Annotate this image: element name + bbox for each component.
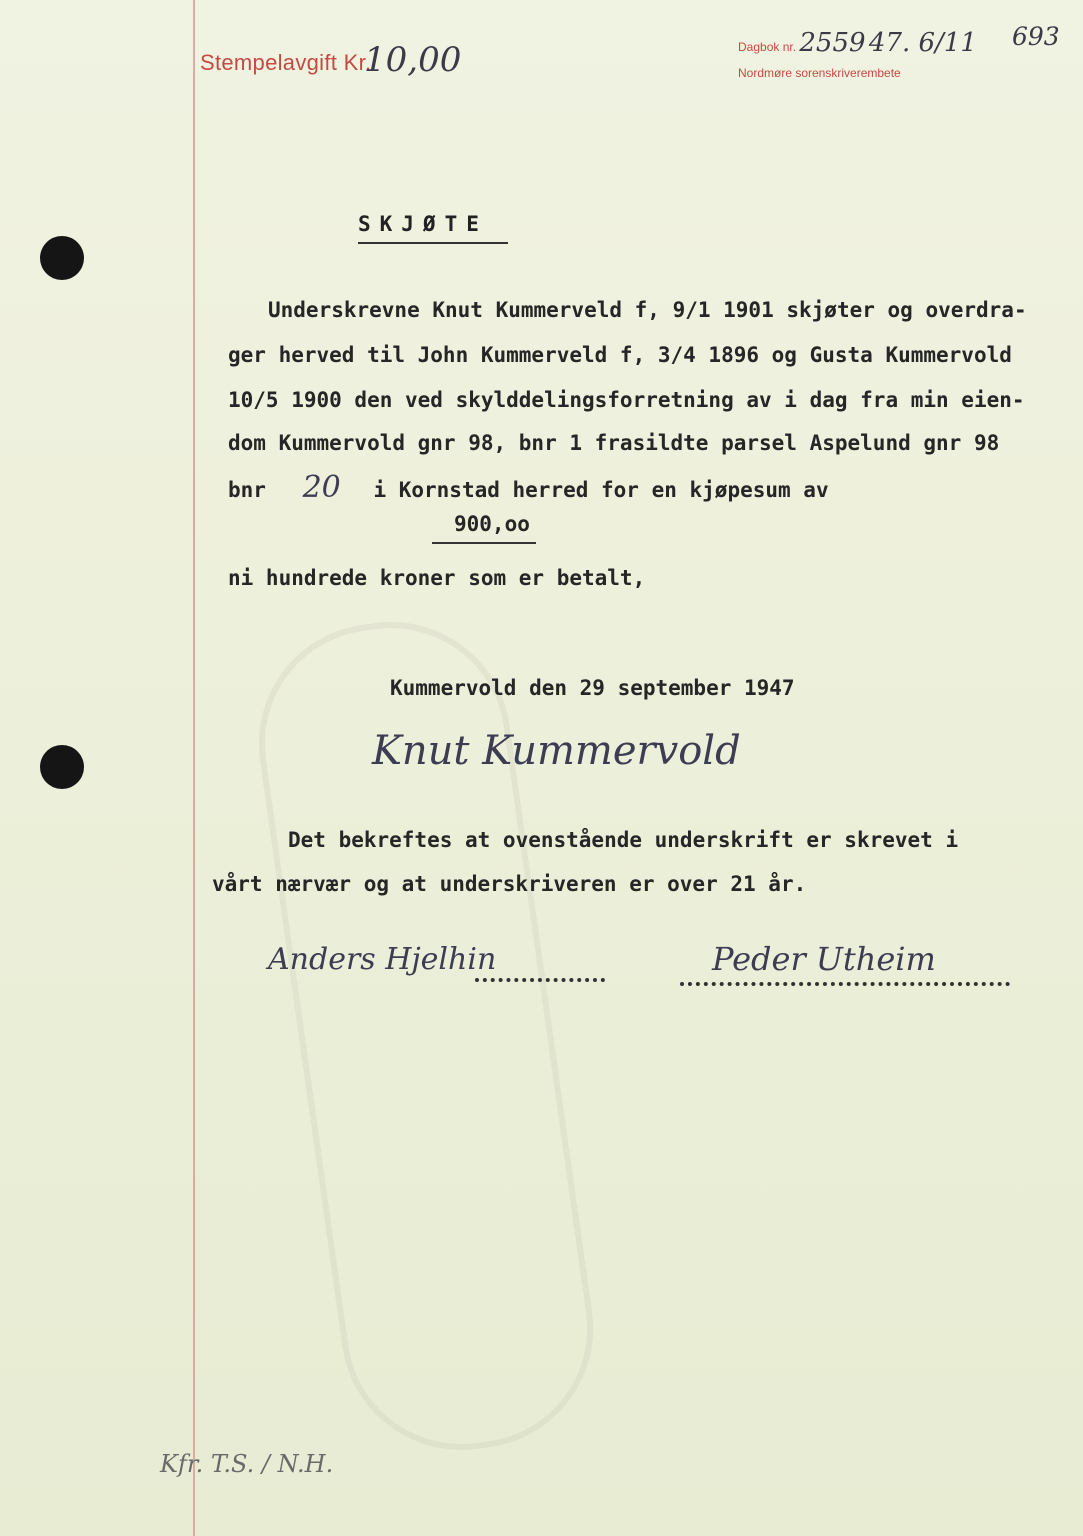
pencil-note: Kfr. T.S. / N.H.	[160, 1450, 334, 1478]
body-line-5-prefix: bnr	[228, 478, 266, 502]
body-line-3: 10/5 1900 den ved skylddelingsforretning av i dag fra min eien-	[228, 388, 1025, 412]
body-line-5	[228, 470, 829, 505]
body-line-2: ger herved til John Kummerveld f, 3/4 1896 og Gusta Kummervold	[228, 343, 1012, 367]
journal-number: 2559	[799, 28, 866, 58]
seller-signature: Knut Kummervold	[372, 728, 741, 774]
office-name: Nordmøre sorenskriverembete	[738, 66, 901, 80]
stamp-duty-value: 10,00	[364, 40, 462, 80]
journal-stamp	[738, 30, 977, 86]
document-title: SKJØTE	[358, 212, 508, 244]
attestation-line-2: vårt nærvær og at underskriveren er over 21 år.	[212, 872, 807, 896]
journal-prefix: Dagbok nr.	[738, 40, 797, 54]
body-line-1: Underskrevne Knut Kummerveld f, 9/1 1901 skjøter og overdra-	[268, 298, 1027, 322]
margin-line	[193, 0, 195, 1536]
witness-1-signature: Anders Hjelhin	[268, 942, 497, 977]
handwritten-plot-number: 20	[302, 470, 341, 505]
witness-2-signature: Peder Utheim	[712, 940, 936, 978]
body-line-5-suffix: i Kornstad herred for en kjøpesum av	[373, 478, 829, 502]
place-and-date: Kummervold den 29 september 1947	[390, 676, 795, 700]
attestation-line-1: Det bekreftes at ovenstående underskrift er skrevet i	[288, 828, 959, 852]
amount-in-words: ni hundrede kroner som er betalt,	[228, 566, 646, 590]
purchase-amount: 900,oo	[432, 512, 536, 544]
punch-hole-top	[40, 236, 84, 280]
witness-2-dotted-line	[680, 982, 1010, 986]
body-line-4: dom Kummervold gnr 98, bnr 1 frasildte parsel Aspelund gnr 98	[228, 431, 1000, 455]
page-number: 693	[1012, 22, 1060, 51]
journal-date: 47. 6/11	[868, 28, 977, 58]
punch-hole-bottom	[40, 745, 84, 789]
witness-1-dotted-line	[475, 978, 605, 982]
stamp-duty-label: Stempelavgift Kr.	[200, 50, 372, 75]
